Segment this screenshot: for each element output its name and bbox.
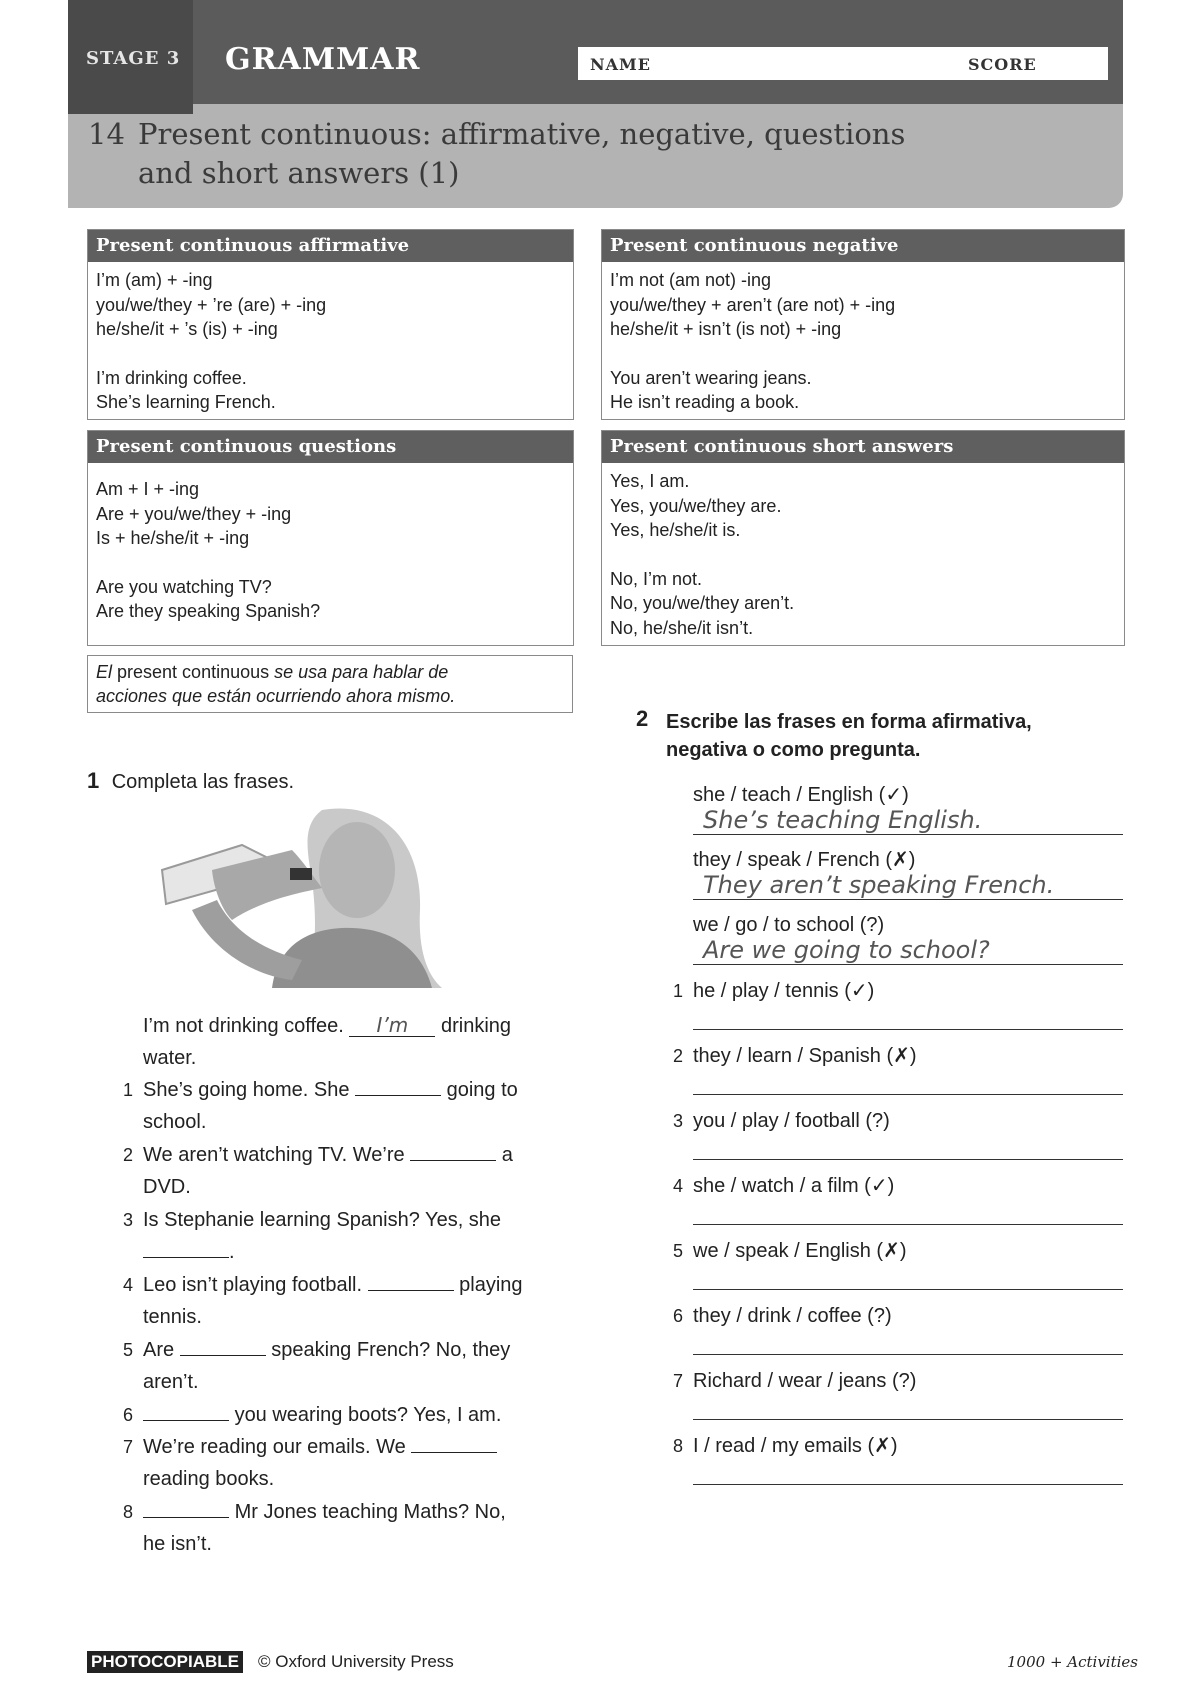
sentence-text: I’m not drinking coffee.	[143, 1015, 344, 1037]
sentence-text: reading books.	[143, 1468, 275, 1490]
note-line2: acciones que están ocurriendo ahora mismo.	[96, 686, 456, 706]
exercise1-item	[122, 1399, 583, 1431]
answer-line[interactable]	[693, 1419, 1123, 1420]
item-prompt: they / learn / Spanish (✗)	[693, 1045, 917, 1067]
sentence-text: She’s going home. She	[143, 1079, 350, 1101]
questions-box	[87, 430, 574, 646]
box-title: Present continuous short answers	[602, 431, 1124, 463]
exercise2-heading	[636, 706, 648, 732]
exercise-number: 2	[636, 706, 649, 731]
rule-line: I’m not (am not) -ing	[610, 270, 772, 290]
sentence-text: aren’t.	[143, 1371, 199, 1393]
example-line: No, I’m not.	[610, 568, 703, 589]
answer-blank[interactable]	[143, 1497, 229, 1518]
item-number: 7	[672, 1371, 683, 1391]
item-prompt: they / drink / coffee (?)	[693, 1305, 892, 1327]
answer-line[interactable]	[693, 1484, 1123, 1485]
sentence-text: Are	[143, 1339, 175, 1361]
item-number: 4	[672, 1176, 683, 1196]
exercise-number: 1	[87, 768, 100, 793]
sentence-text: water.	[143, 1047, 197, 1069]
stage-label: STAGE 3	[86, 48, 181, 69]
sentence-text: going to	[446, 1079, 518, 1101]
rule-line: he/she/it + isn’t (is not) + -ing	[610, 319, 842, 339]
sentence-text: We aren’t watching TV. We’re	[143, 1144, 405, 1166]
answer-blank[interactable]	[410, 1140, 496, 1161]
answer-line	[693, 964, 1123, 965]
example-answer: They aren’t speaking French.	[703, 871, 1055, 899]
item-number: 6	[672, 1306, 683, 1326]
rule-line: Am + I + -ing	[96, 479, 200, 499]
note-part: se usa para hablar de	[274, 662, 449, 682]
exercise2-example-prompt: we / go / to school (?)	[693, 914, 885, 936]
answer-blank[interactable]	[143, 1400, 229, 1421]
answer-blank[interactable]	[411, 1432, 497, 1453]
item-number: 1	[122, 1080, 133, 1100]
box-title: Present continuous affirmative	[88, 230, 573, 262]
answer-blank[interactable]	[355, 1075, 441, 1096]
example-line: I’m drinking coffee.	[96, 367, 247, 388]
exercise2-title	[666, 708, 1032, 764]
rule-line: Yes, you/we/they are.	[610, 495, 782, 516]
example-answer: She’s teaching English.	[703, 806, 983, 834]
answer-blank[interactable]	[368, 1270, 454, 1291]
sentence-text: you wearing boots? Yes, I am.	[234, 1404, 502, 1426]
item-number: 8	[122, 1502, 133, 1522]
item-number: 7	[122, 1437, 133, 1457]
series-name: 1000 + Activities	[1007, 1653, 1139, 1671]
item-prompt: she / watch / a film (✓)	[693, 1175, 895, 1197]
exercise1-example	[143, 1010, 583, 1074]
title-notch	[68, 104, 193, 114]
unit-title	[88, 115, 988, 193]
exercise1-item	[122, 1496, 583, 1560]
sentence-text: a	[501, 1144, 513, 1166]
exercise2-example-prompt: she / teach / English (✓)	[693, 784, 909, 806]
item-number: 4	[122, 1275, 133, 1295]
rule-line: Are + you/we/they + -ing	[96, 503, 292, 524]
exercise-title-line2: negativa o como pregunta.	[666, 739, 921, 761]
answer-line[interactable]	[693, 1224, 1123, 1225]
exercise-title: Completa las frases.	[111, 771, 294, 793]
exercise1-item	[122, 1431, 583, 1495]
exercise1-item	[122, 1334, 583, 1398]
item-number: 2	[672, 1046, 683, 1066]
example-line: You aren’t wearing jeans.	[610, 367, 812, 388]
photocopiable-label: PHOTOCOPIABLE	[87, 1651, 243, 1673]
example-line: No, he/she/it isn’t.	[610, 617, 754, 638]
item-number: 3	[122, 1210, 133, 1230]
item-number: 3	[672, 1111, 683, 1131]
affirmative-box	[87, 229, 574, 420]
sentence-text: drinking	[440, 1015, 512, 1037]
answer-blank[interactable]	[143, 1237, 229, 1258]
exercise2-item	[672, 1300, 892, 1332]
exercise2-item	[672, 1105, 890, 1137]
sentence-text: We’re reading our emails. We	[143, 1436, 406, 1458]
girl-drinking-water-photo	[152, 800, 452, 988]
section-title: GRAMMAR	[225, 42, 421, 77]
exercise1-item	[122, 1074, 583, 1138]
sentence-text: Is Stephanie learning Spanish? Yes, she	[143, 1209, 502, 1231]
exercise2-item	[672, 975, 875, 1007]
negative-box	[601, 229, 1125, 420]
unit-title-line1: Present continuous: affirmative, negative, questions	[138, 117, 906, 151]
answer-line[interactable]	[693, 1094, 1123, 1095]
rule-line: Yes, he/she/it is.	[610, 520, 741, 540]
answer-blank[interactable]	[180, 1335, 266, 1356]
exercise1-item	[122, 1139, 583, 1203]
name-label: NAME	[590, 55, 651, 74]
exercise2-example-prompt: they / speak / French (✗)	[693, 849, 916, 871]
item-number: 5	[672, 1241, 683, 1261]
exercise1-heading	[87, 768, 294, 794]
example-line: He isn’t reading a book.	[610, 392, 800, 412]
example-line: Are they speaking Spanish?	[96, 601, 321, 621]
item-number: 1	[672, 981, 683, 1001]
exercise2-item	[672, 1170, 895, 1202]
box-title: Present continuous negative	[602, 230, 1124, 262]
rule-line: Is + he/she/it + -ing	[96, 528, 250, 548]
usage-note	[87, 655, 573, 713]
item-prompt: he / play / tennis (✓)	[693, 980, 875, 1002]
example-answer: Are we going to school?	[703, 936, 990, 964]
answer-line[interactable]	[693, 1354, 1123, 1355]
sentence-text: school.	[143, 1111, 207, 1133]
answer-line	[693, 834, 1123, 835]
sentence-text: Leo isn’t playing football.	[143, 1274, 363, 1296]
sentence-text: tennis.	[143, 1306, 202, 1328]
sentence-text: playing	[459, 1274, 523, 1296]
rule-line: you/we/they + ’re (are) + -ing	[96, 294, 327, 315]
unit-number: 14	[88, 117, 125, 151]
answer-line[interactable]	[693, 1029, 1123, 1030]
score-label: SCORE	[968, 55, 1037, 74]
rule-line: Yes, I am.	[610, 471, 690, 491]
exercise2-item	[672, 1235, 907, 1267]
sentence-text: speaking French? No, they	[271, 1339, 511, 1361]
unit-title-line2: and short answers (1)	[138, 156, 460, 190]
answer-line[interactable]	[693, 1159, 1123, 1160]
answer-line	[693, 899, 1123, 900]
item-number: 6	[122, 1405, 133, 1425]
example-line: No, you/we/they aren’t.	[610, 593, 795, 613]
box-title: Present continuous questions	[88, 431, 573, 463]
exercise2-item	[672, 1430, 898, 1462]
note-part: El	[96, 662, 113, 682]
item-prompt: Richard / wear / jeans (?)	[693, 1370, 917, 1392]
item-number: 8	[672, 1436, 683, 1456]
rule-line: he/she/it + ’s (is) + -ing	[96, 319, 278, 339]
sentence-text: DVD.	[143, 1176, 191, 1198]
answer-blank[interactable]: I’m	[349, 1016, 435, 1037]
item-number: 5	[122, 1340, 133, 1360]
item-number: 2	[122, 1145, 133, 1165]
answer-line[interactable]	[693, 1289, 1123, 1290]
exercise-title-line1: Escribe las frases en forma afirmativa,	[666, 711, 1032, 733]
item-prompt: I / read / my emails (✗)	[693, 1435, 898, 1457]
sentence-text: Mr Jones teaching Maths? No,	[234, 1501, 506, 1523]
exercise1-item	[122, 1204, 583, 1268]
sentence-text: he isn’t.	[143, 1533, 212, 1555]
example-line: Are you watching TV?	[96, 576, 272, 597]
item-prompt: we / speak / English (✗)	[693, 1240, 907, 1262]
rule-line: you/we/they + aren’t (are not) + -ing	[610, 294, 896, 315]
exercise2-item	[672, 1040, 917, 1072]
sentence-text: .	[229, 1241, 235, 1263]
note-term: present continuous	[112, 662, 275, 682]
short-answers-box	[601, 430, 1125, 646]
example-line: She’s learning French.	[96, 392, 276, 412]
copyright-text: © Oxford University Press	[258, 1652, 454, 1671]
item-prompt: you / play / football (?)	[693, 1110, 890, 1132]
exercise2-item	[672, 1365, 917, 1397]
exercise1-item	[122, 1269, 583, 1333]
rule-line: I’m (am) + -ing	[96, 270, 213, 290]
